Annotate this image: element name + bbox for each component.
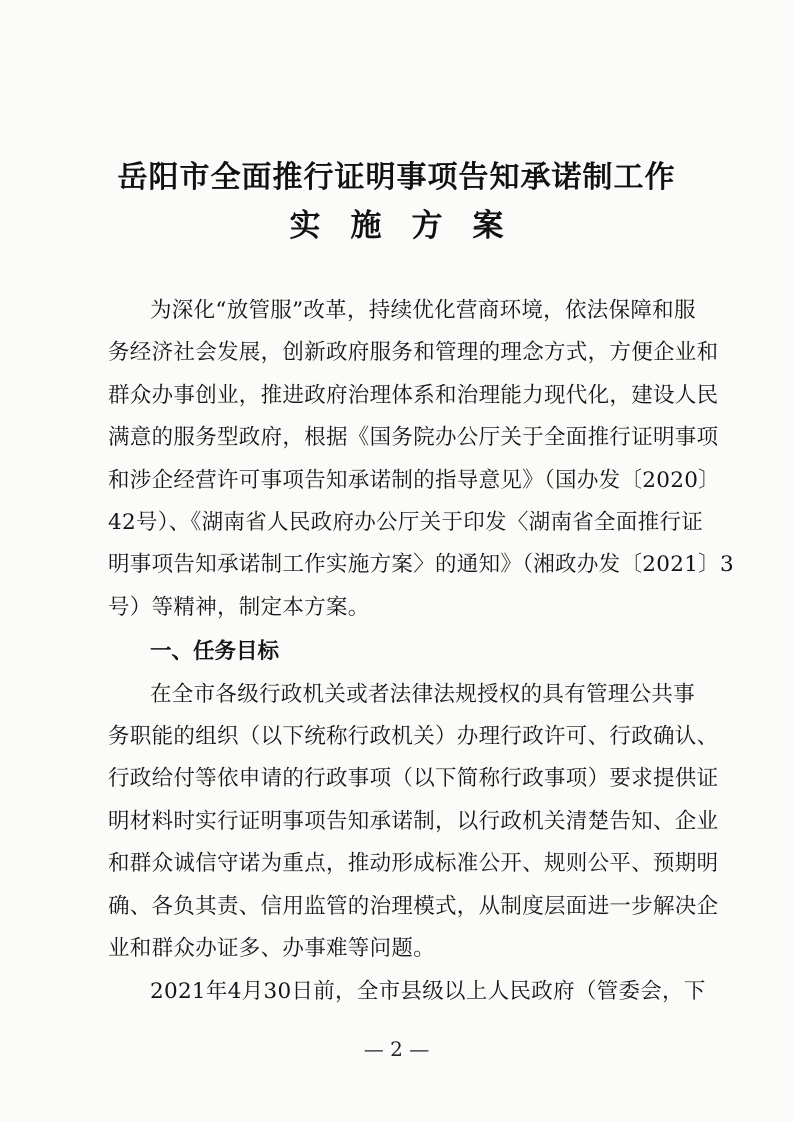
page-number: — 2 — [363, 1037, 430, 1061]
document-title-line2: 实施方案 [289, 208, 534, 244]
intro-line-4: 满意的服务型政府，根据《国务院办公厅关于全面推行证明事项 [108, 425, 719, 450]
intro-line-8: 号）等精神，制定本方案。 [108, 595, 370, 620]
section1-line-7: 业和群众办证多、办事难等问题。 [108, 936, 436, 961]
intro-line-1: 为深化“放管服”改革，持续优化营商环境，依法保障和服 [150, 298, 696, 323]
section1-line-4: 明材料时实行证明事项告知承诺制，以行政机关清楚告知、企业 [108, 809, 719, 834]
intro-line-7: 明事项告知承诺制工作实施方案〉的通知》（湘政办发〔2021〕3 [108, 552, 734, 577]
intro-line-2: 务经济社会发展，创新政府服务和管理的理念方式，方便企业和 [108, 340, 719, 365]
section1-line-3: 行政给付等依申请的行政事项（以下简称行政事项）要求提供证 [108, 766, 719, 791]
intro-line-3: 群众办事创业，推进政府治理体系和治理能力现代化，建设人民 [108, 383, 719, 408]
intro-line-6: 42号）、《湖南省人民政府办公厅关于印发〈湖南省全面推行证 [108, 510, 704, 535]
section1-line-2: 务职能的组织（以下统称行政机关）办理行政许可、行政确认、 [108, 724, 719, 749]
section1-line-5: 和群众诚信守诺为重点，推动形成标准公开、规则公平、预期明 [108, 851, 719, 876]
section1-line-6: 确、各负其责、信用监管的治理模式，从制度层面进一步解决企 [108, 894, 719, 919]
section1-date-line: 2021年4月30日前，全市县级以上人民政府（管委会，下 [150, 979, 706, 1004]
section1-heading: 一、任务目标 [150, 639, 280, 664]
document-title-line1: 岳阳市全面推行证明事项告知承诺制工作 [117, 160, 676, 195]
section1-line-1: 在全市各级行政机关或者法律法规授权的具有管理公共事 [150, 682, 696, 707]
intro-line-5: 和涉企经营许可事项告知承诺制的指导意见》（国办发〔2020〕 [108, 468, 720, 493]
